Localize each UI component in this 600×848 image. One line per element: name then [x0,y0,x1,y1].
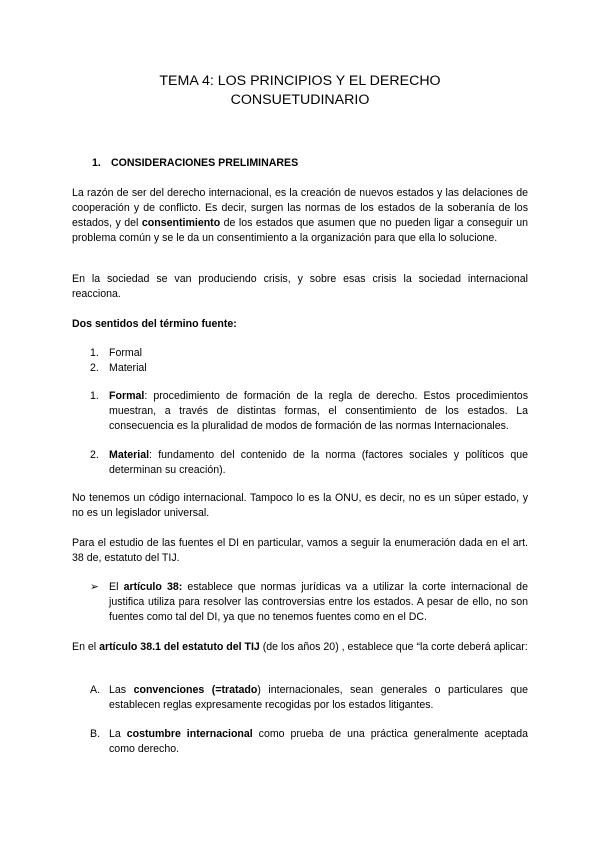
title-line-1: TEMA 4: LOS PRINCIPIOS Y EL DERECHO [159,73,441,89]
paragraph-5: Para el estudio de las fuentes el DI en particular, vamos a seguir la enumeración dada en el art. 38 de, estatuto del TIJ. [72,537,528,564]
paragraph-2: En la sociedad se van produciendo crisis, y sobre esas crisis la sociedad internacional reacciona. [72,273,528,300]
list-item-number: 1. [90,347,99,359]
list-item-text [109,448,528,478]
list-item-text [109,389,528,434]
section-label: CONSIDERACIONES PRELIMINARES [111,157,299,169]
paragraph-1 [72,186,528,246]
list-item-bold: Material [109,449,150,461]
document-title [0,72,600,110]
paragraph-6 [72,640,528,655]
list-item-bold: convenciones (=tratado [133,684,258,696]
list-item-text-end: como prueba de una práctica generalmente aceptada como derecho. [109,728,528,755]
list-item-number: 2. [90,449,99,461]
paragraph-6-bold: artículo 38.1 del estatuto del TIJ [99,641,260,653]
arrow-item-bold: artículo 38: [123,581,183,593]
list-item-number: 2. [90,362,99,374]
paragraph-1-text-end: de los estados que asumen que no pueden ligar a conseguir un problema común y se le da un consentimiento a la organización para que ella lo solucione. [72,217,528,244]
list-item-letter: A. [90,684,101,696]
paragraph-6-text: En el [72,641,100,653]
list-item-rest: : fundamento del contenido de la norma (factores sociales y políticos que determinan su creación). [109,449,528,476]
title-line-2: CONSUETUDINARIO [230,92,370,108]
list-item-text: Formal [109,347,142,359]
list-item-rest: : procedimiento de formación de la regla de derecho. Estos procedimientos muestran, a través de distintas formas, el consentimiento de los estados. La consecuencia es la pluralidad de modos de formación de las normas Internacionales. [109,390,528,432]
list-item-text-end: ) internacionales, sean generales o particulares que establecen reglas expresamente recogidas por los estados litigantes. [109,684,528,711]
arrow-item-text-end: establece que normas jurídicas va a utilizar la corte internacional de justifica utiliza para resolver las controversias entre los estados. A pesar de ello, no son fuentes como tal del DI, ya que no tenemos fuentes como en el DC. [109,581,528,623]
paragraph-4: No tenemos un código internacional. Tampoco lo es la ONU, es decir, no es un súper estado, y no es un legislador universal. [72,492,528,519]
list-item-bold: Formal [109,390,145,402]
list-item-text: Material [109,362,147,374]
list-item-text-start: La [109,728,127,740]
arrow-bullet-icon: ➢ [90,581,99,593]
section-number: 1. [92,157,101,169]
arrow-item-text-start: El [109,581,124,593]
list-item-text [109,683,528,713]
list-item-text [109,727,528,757]
section-heading [92,156,512,171]
list-item-number: 1. [90,390,99,402]
list-item-letter: B. [90,728,101,740]
list-item-text-start: Las [109,684,134,696]
list-item-bold: costumbre internacional [126,728,253,740]
paragraph-6-text-end: (de los años 20) , establece que “la corte deberá aplicar: [259,641,528,653]
paragraph-heading-sentidos: Dos sentidos del término fuente: [72,318,237,330]
paragraph-1-bold: consentimiento [141,217,221,229]
paragraph-1-text: La razón de ser del derecho internacional, es la creación de nuevos estados y las delaciones de cooperación y de conflicto. Es decir, surgen las normas de los estados de la soberanía de los estados, y del [72,187,528,229]
arrow-item-text [109,580,528,625]
